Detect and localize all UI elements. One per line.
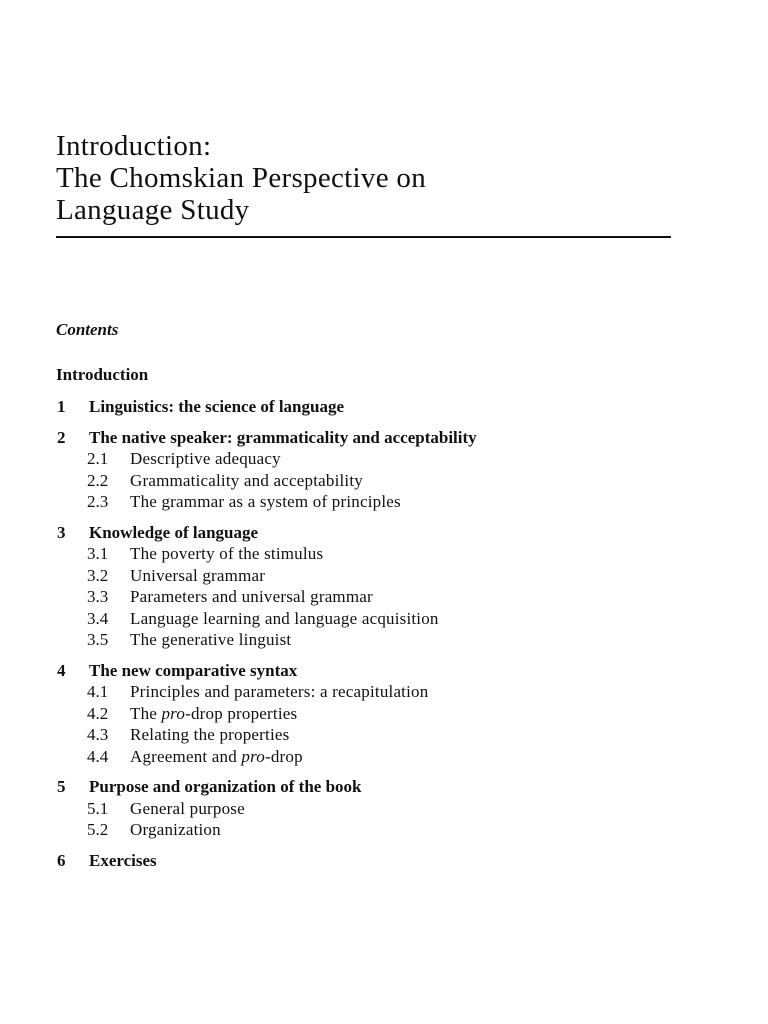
toc-subsection bbox=[56, 681, 696, 703]
toc-section-title: Knowledge of language bbox=[89, 522, 259, 542]
toc-subsection-title-italic: pro bbox=[241, 746, 265, 766]
toc-subsection-number: 2.3 bbox=[87, 492, 109, 511]
toc-subsection-number: 5.1 bbox=[87, 798, 109, 818]
toc-subsection bbox=[56, 586, 696, 608]
title-rule bbox=[56, 236, 671, 238]
chapter-title-line: Language Study bbox=[56, 194, 250, 226]
toc-subsection-number: 4.1 bbox=[87, 682, 109, 701]
toc-subsection-title-italic: pro bbox=[161, 703, 186, 723]
toc-subsection-number: 5.2 bbox=[87, 820, 109, 839]
toc-section bbox=[56, 850, 696, 872]
contents-heading: Contents bbox=[56, 320, 119, 339]
chapter-title-line: The Chomskian Perspective on bbox=[56, 162, 427, 194]
toc-subsection-title: Relating the properties bbox=[130, 725, 290, 744]
toc-subsection bbox=[56, 470, 696, 492]
toc-section-title: The new comparative syntax bbox=[89, 660, 298, 680]
toc-section-number: 2 bbox=[57, 427, 66, 447]
toc-subsection-title-prefix: The bbox=[130, 703, 162, 723]
toc-section-number: 1 bbox=[57, 397, 66, 416]
toc-subsection-number: 2.1 bbox=[87, 449, 109, 468]
toc-subsection-title: The grammar as a system of principles bbox=[130, 492, 401, 511]
toc-subsection-number: 3.5 bbox=[87, 630, 109, 649]
toc-section bbox=[56, 776, 696, 841]
toc-subsection-number: 3.2 bbox=[87, 565, 109, 585]
toc-subsection bbox=[56, 629, 696, 651]
toc-section bbox=[56, 427, 696, 513]
toc-subsection bbox=[56, 746, 696, 768]
toc-subsection-title bbox=[130, 746, 303, 768]
toc-subsection bbox=[56, 491, 696, 513]
toc-subsection bbox=[56, 565, 696, 587]
toc-subsection-title: Descriptive adequacy bbox=[130, 449, 281, 468]
toc-subsection bbox=[56, 724, 696, 746]
toc-section-number: 4 bbox=[57, 660, 66, 680]
toc-subsection-number: 3.1 bbox=[87, 544, 109, 563]
toc-subsection-title: Universal grammar bbox=[130, 565, 266, 585]
toc-section-title: The native speaker: grammaticality and acceptability bbox=[89, 427, 477, 447]
toc-subsection-title-rest: -drop bbox=[264, 746, 303, 766]
toc-subsection-title: Grammaticality and acceptability bbox=[130, 470, 363, 490]
toc-subsection-title: The generative linguist bbox=[130, 630, 292, 649]
toc-subsection bbox=[56, 703, 696, 725]
toc-sections bbox=[56, 396, 696, 871]
table-of-contents bbox=[56, 364, 696, 880]
toc-subsection-title: The poverty of the stimulus bbox=[130, 544, 324, 563]
toc-subsection bbox=[56, 543, 696, 565]
toc-section-title: Purpose and organization of the book bbox=[89, 777, 362, 796]
toc-subsection-number: 2.2 bbox=[87, 470, 109, 490]
toc-subsection-title: Parameters and universal grammar bbox=[130, 587, 373, 606]
toc-section-heading bbox=[56, 660, 696, 682]
toc-subsection bbox=[56, 819, 696, 841]
toc-section-title: Exercises bbox=[89, 850, 157, 870]
toc-subsection-title-prefix: Agreement and bbox=[130, 746, 242, 766]
toc-subsection bbox=[56, 608, 696, 630]
toc-subsection-number: 4.4 bbox=[87, 746, 109, 766]
toc-section-heading bbox=[56, 776, 696, 798]
toc-section-number: 5 bbox=[57, 777, 66, 796]
toc-subsection-number: 3.3 bbox=[87, 587, 109, 606]
toc-section bbox=[56, 660, 696, 768]
toc-intro: Introduction bbox=[56, 365, 149, 384]
toc-section-title: Linguistics: the science of language bbox=[89, 397, 344, 416]
toc-section bbox=[56, 396, 696, 418]
toc-section-number: 6 bbox=[57, 850, 66, 870]
toc-subsection-title-rest: -drop properties bbox=[185, 703, 298, 723]
toc-section-heading bbox=[56, 850, 696, 872]
toc-subsection-title bbox=[130, 703, 297, 725]
toc-subsection-title: Language learning and language acquisition bbox=[130, 608, 439, 628]
toc-subsection bbox=[56, 798, 696, 820]
toc-section-heading bbox=[56, 427, 696, 449]
toc-subsection-number: 4.3 bbox=[87, 725, 109, 744]
chapter-title-line: Introduction: bbox=[56, 130, 212, 162]
chapter-title bbox=[56, 130, 426, 226]
toc-section bbox=[56, 522, 696, 651]
toc-subsection-title: General purpose bbox=[130, 798, 245, 818]
toc-subsection-number: 3.4 bbox=[87, 608, 109, 628]
toc-subsection-title: Organization bbox=[130, 820, 221, 839]
toc-subsection-number: 4.2 bbox=[87, 703, 109, 723]
toc-subsection bbox=[56, 448, 696, 470]
toc-section-heading bbox=[56, 396, 696, 418]
toc-subsection-title: Principles and parameters: a recapitulation bbox=[130, 682, 429, 701]
toc-section-number: 3 bbox=[57, 522, 66, 542]
toc-section-heading bbox=[56, 522, 696, 544]
